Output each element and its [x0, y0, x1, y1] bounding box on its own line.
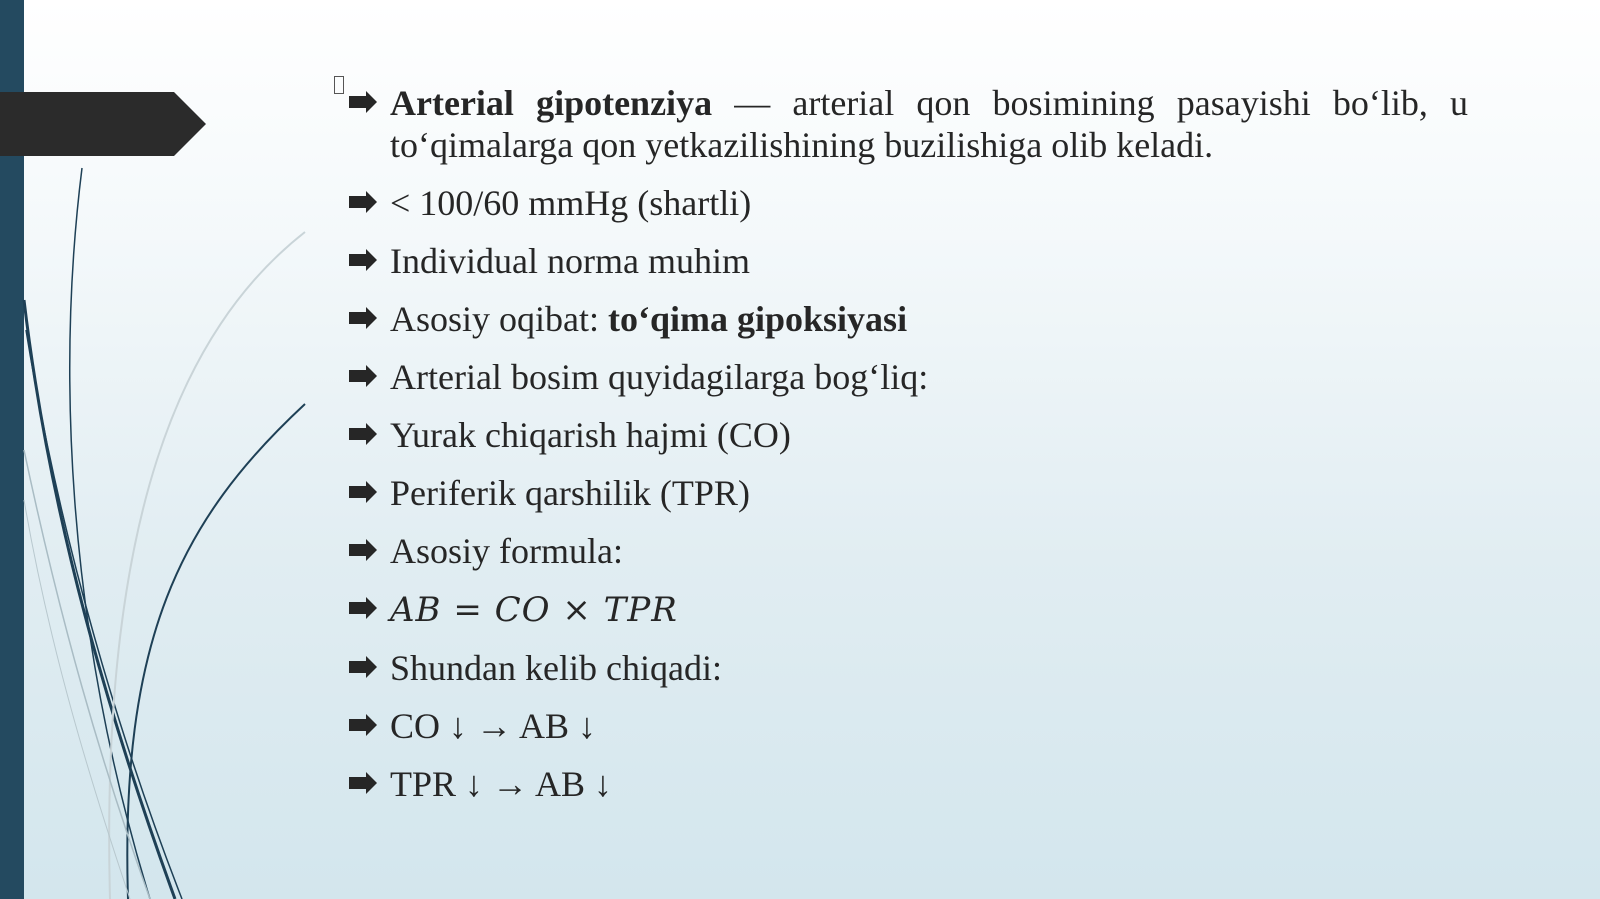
bullet-text: Periferik qarshilik (TPR)	[390, 473, 750, 513]
bullet-text: TPR ↓ → AB ↓	[390, 764, 613, 804]
bullet-text: Asosiy formula:	[390, 531, 623, 571]
bullet-text: Shundan kelib chiqadi:	[390, 648, 722, 688]
right-arrow-bullet-icon	[348, 535, 378, 565]
slide-content	[348, 82, 1468, 821]
definition-term: Arterial gipotenziya	[390, 83, 713, 123]
bullet-item	[348, 763, 1468, 805]
bullet-item	[348, 182, 1468, 224]
right-arrow-bullet-icon	[348, 187, 378, 217]
formula-text: AB = CO × TPR	[390, 590, 678, 630]
bullet-text: Asosiy oqibat:	[390, 299, 609, 339]
right-arrow-bullet-icon	[348, 593, 378, 623]
right-arrow-bullet-icon	[348, 419, 378, 449]
definition-text: — arterial qon bosimining pasayishi bo‘lib, u to‘qimalarga qon yetkazilishining buzilishiga olib keladi.	[390, 83, 1468, 165]
bullet-item	[348, 414, 1468, 456]
title-arrow-tab	[0, 92, 206, 156]
bullet-item	[348, 356, 1468, 398]
right-arrow-bullet-icon	[348, 303, 378, 333]
right-arrow-bullet-icon	[348, 477, 378, 507]
bullet-item	[348, 82, 1468, 166]
cursor-glyph	[334, 76, 344, 94]
bullet-item	[348, 647, 1468, 689]
bullet-text: CO ↓ → AB ↓	[390, 706, 597, 746]
right-arrow-bullet-icon	[348, 768, 378, 798]
right-arrow-bullet-icon	[348, 245, 378, 275]
bullet-list	[348, 82, 1468, 805]
right-arrow-bullet-icon	[348, 710, 378, 740]
right-arrow-bullet-icon	[348, 652, 378, 682]
right-arrow-bullet-icon	[348, 361, 378, 391]
bullet-text: Arterial bosim quyidagilarga bog‘liq:	[390, 357, 929, 397]
bullet-emphasis: to‘qima gipoksiyasi	[608, 299, 908, 339]
decorative-curves	[0, 0, 320, 899]
bullet-item	[348, 472, 1468, 514]
bullet-text: < 100/60 mmHg (shartli)	[390, 183, 752, 223]
bullet-item	[348, 298, 1468, 340]
bullet-item	[348, 240, 1468, 282]
bullet-item	[348, 705, 1468, 747]
bullet-item	[348, 588, 1468, 631]
bullet-item	[348, 530, 1468, 572]
bullet-text: Individual norma muhim	[390, 241, 750, 281]
right-arrow-bullet-icon	[348, 87, 378, 117]
bullet-text: Yurak chiqarish hajmi (CO)	[390, 415, 791, 455]
